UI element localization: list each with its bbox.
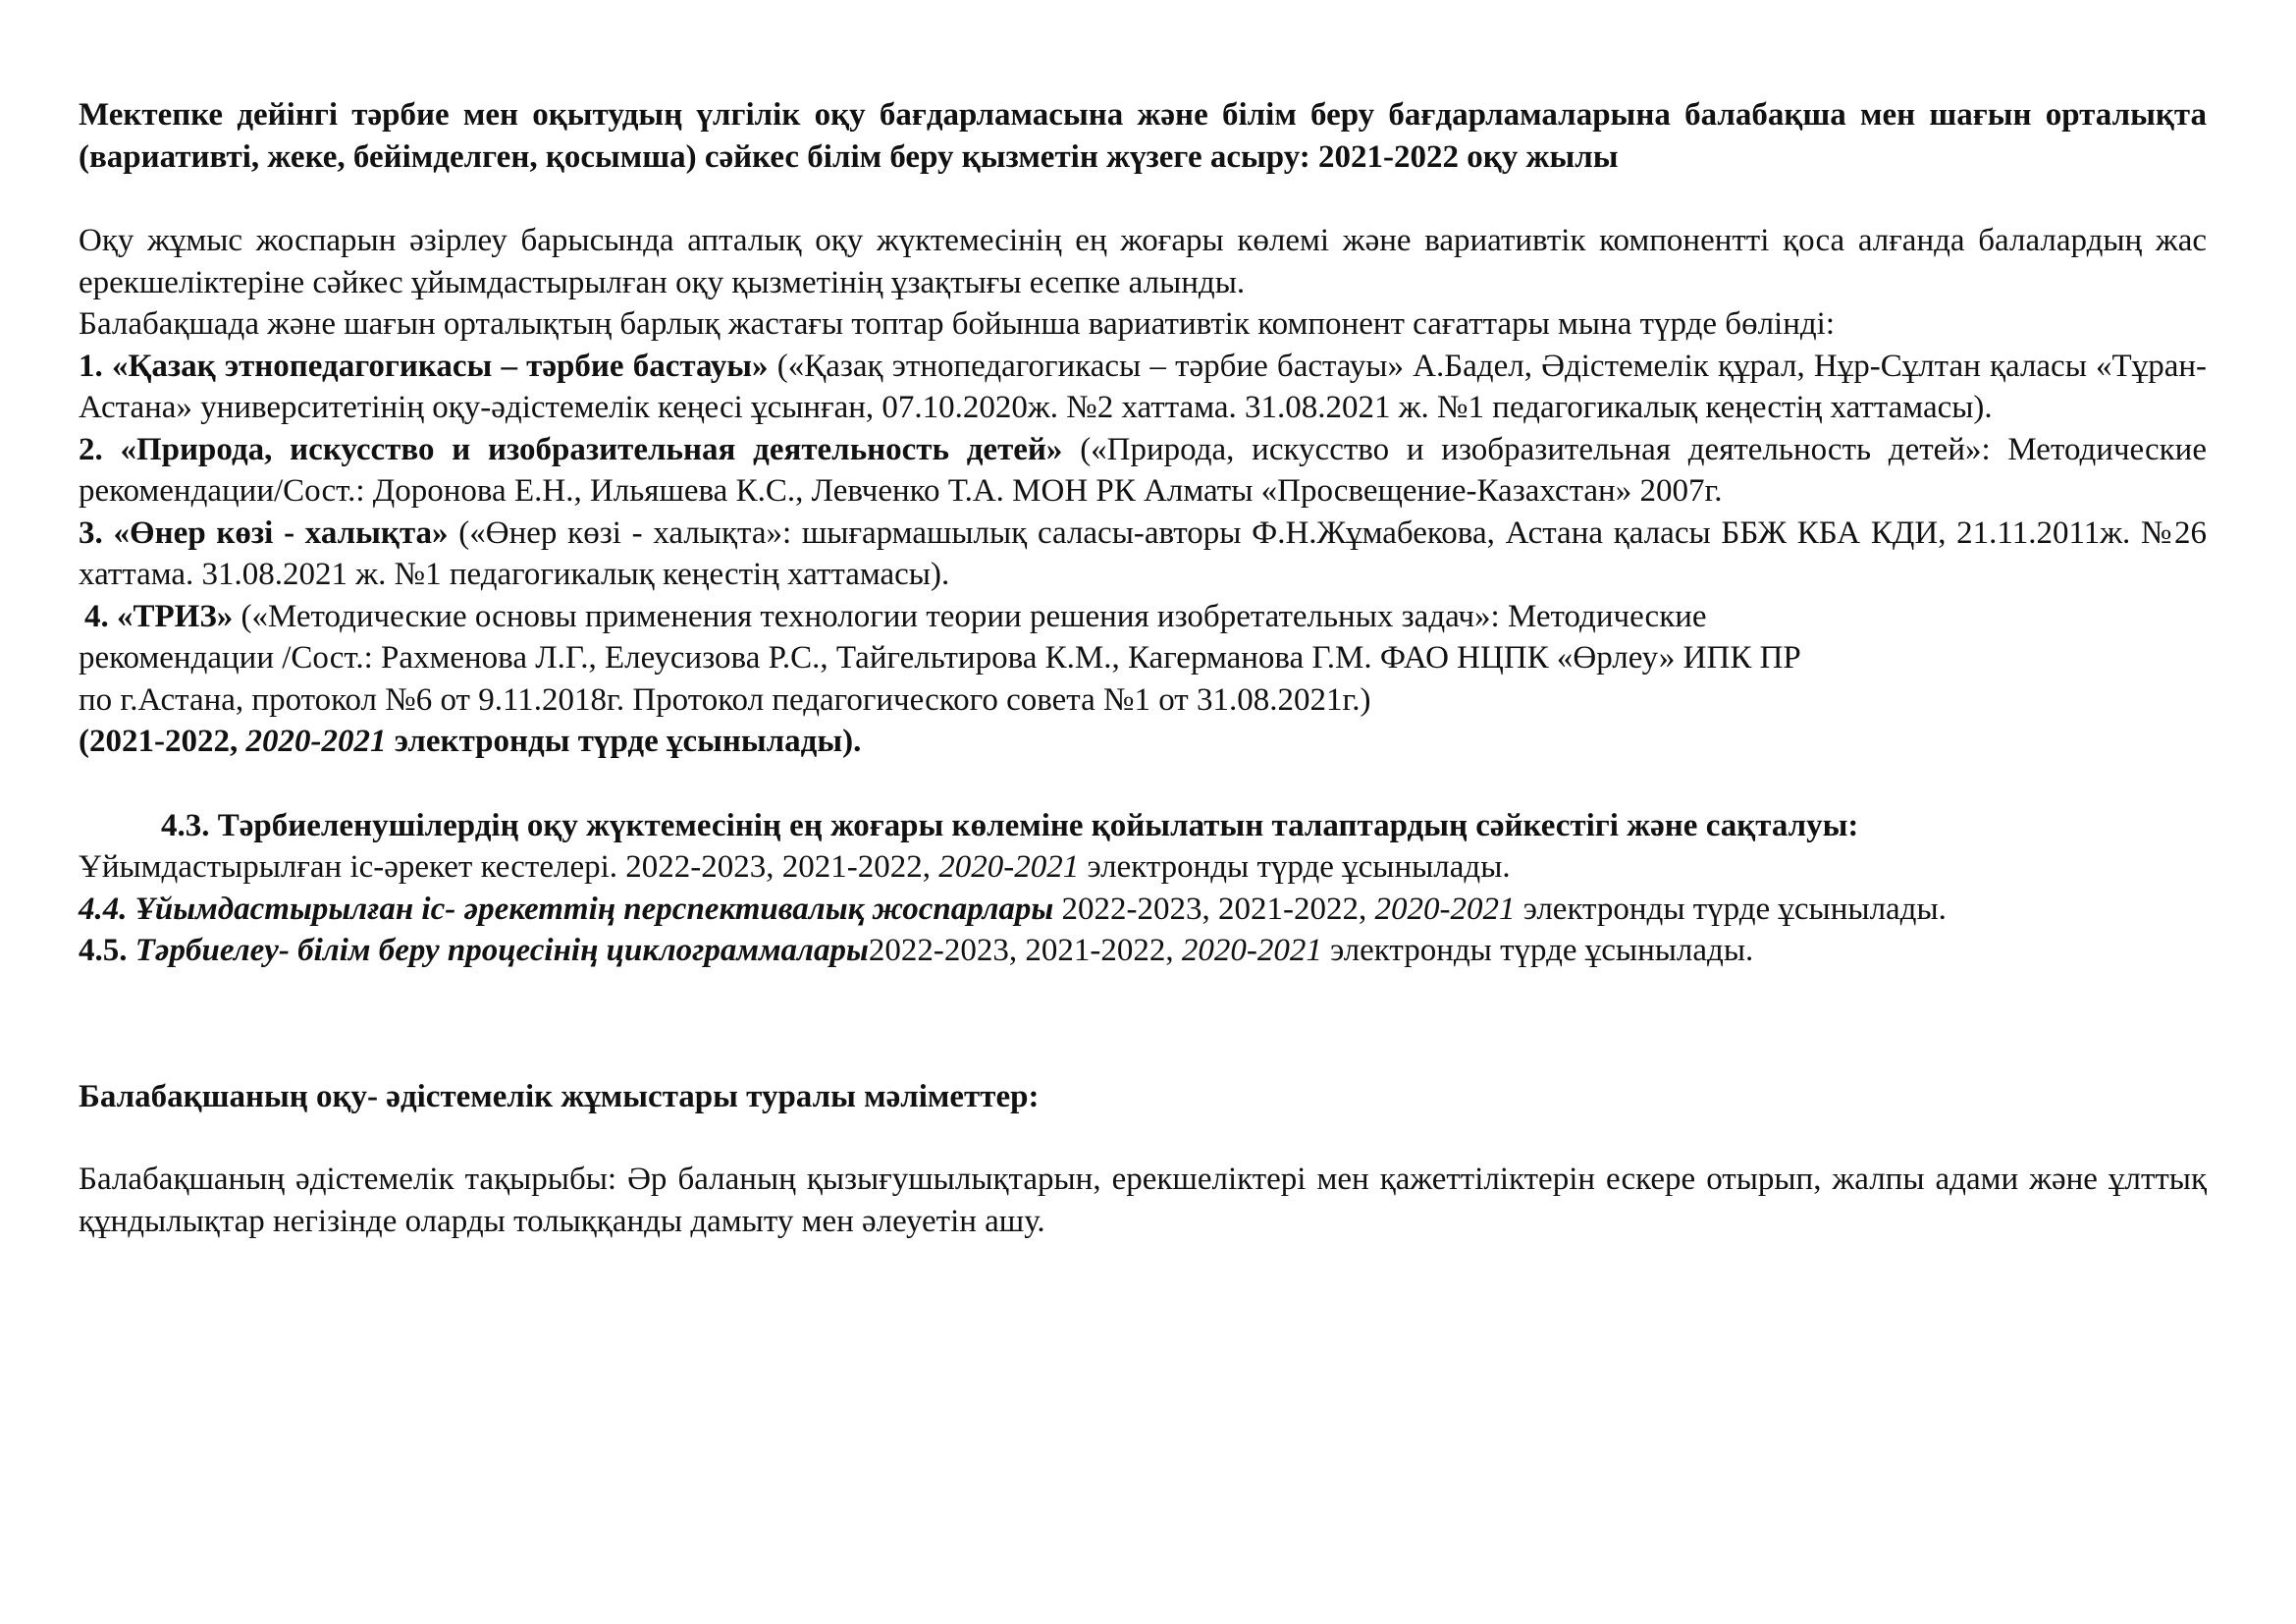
item-name: «Өнер көзі - халықта» bbox=[113, 514, 449, 551]
section-4-3-heading: 4.3. Тәрбиеленушілердің оқу жүктемесінің ең жоғары көлеміне қойылатын талаптардың сәйкестігі және сақталуы: bbox=[161, 807, 1859, 843]
item-number: 2. bbox=[79, 431, 103, 467]
variative-intro: Балабақшада және шағын орталықтың барлық жастағы топтар бойынша вариативтік компонент сағаттары мына түрде бөлінді: bbox=[79, 306, 1836, 342]
section-year: 2020-2021 bbox=[1181, 933, 1322, 968]
item-number: 3. bbox=[79, 514, 103, 551]
intro-paragraph: Оқу жұмыс жоспарын әзірлеу барысында апталық оқу жүктемесінің ең жоғары көлемі және вариативтік компонентті қоса алғанда балалардың жас ерекшеліктеріне сәйкес ұйымдастырылған оқу қызметінің ұзақтығы есепке алынды. bbox=[79, 223, 2207, 300]
item-description-line-1: («Методические основы применения технологии теории решения изобретательных задач»: Методические bbox=[233, 598, 1707, 634]
section-4-3-text bbox=[79, 846, 2207, 889]
section-text-end: электронды түрде ұсынылады. bbox=[1079, 849, 1511, 885]
variative-item-1 bbox=[79, 346, 2207, 429]
item-description-line-3: по г.Астана, протокол №6 от 9.11.2018г. Протокол педагогического совета №1 от 31.08.2021г.) bbox=[79, 681, 1371, 718]
section-year: 2020-2021 bbox=[938, 849, 1080, 885]
item-description: («Өнер көзі - халықта»: шығармашылық саласы-авторы Ф.Н.Жұмабекова, Астана қаласы ББЖ КБА КДИ, 21.11.2011ж. №26 хаттама. 31.08.2021 ж. №1 педагогикалық кеңестің хаттамасы). bbox=[79, 514, 2207, 592]
item-number: 4. bbox=[84, 598, 109, 634]
note-year: 2020-2021 bbox=[245, 724, 387, 759]
item-description: («Природа, искусство и изобразительная деятельность детей»: Методические рекомендации/Сост.: Доронова Е.Н., Ильяшева К.С., Левченко Т.А. МОН РК Алматы «Просвещение-Казахстан» 2007г. bbox=[79, 431, 2207, 509]
document-title: Мектепке дейінгі тәрбие мен оқытудың үлгілік оқу бағдарламасына және білім беру бағдарламаларына балабақша мен шағын орталықта (вариативті, жеке, бейімделген, қосымша) сәйкес білім беру қызметін жүзеге асыру: 2021-2022 оқу жылы bbox=[79, 97, 2207, 175]
section-number: 4.5. bbox=[79, 933, 128, 968]
section-4-4 bbox=[79, 889, 2207, 931]
item-number: 1. bbox=[79, 348, 103, 384]
item-name: «ТРИЗ» bbox=[117, 598, 234, 634]
item-description-line-2: рекомендации /Сост.: Рахменова Л.Г., Елеусизова Р.С., Тайгельтирова К.М., Кагерманова Г.М. ФАО НЦПК «Өрлеу» ИПК ПР bbox=[79, 640, 1801, 676]
variative-item-2 bbox=[79, 429, 2207, 513]
section-year: 2020-2021 bbox=[1374, 891, 1516, 927]
section-text-start: Ұйымдастырылған іс-әрекет кестелері. 2022-2023, 2021-2022, bbox=[79, 849, 939, 885]
section-text-end: электронды түрде ұсынылады. bbox=[1321, 933, 1754, 968]
item-description: («Қазақ этнопедагогикасы – тәрбие бастауы» А.Бадел, Әдістемелік құрал, Нұр-Сұлтан қаласы «Тұран-Астана» университетінің оқу-әдістемелік кеңесі ұсынған, 07.10.2020ж. №2 хаттама. 31.08.2021 ж. №1 педагогикалық кеңестің хаттамасы). bbox=[79, 348, 2208, 425]
section-title: 4.4. Ұйымдастырылған іс- әрекеттің перспективалық жоспарлары bbox=[79, 891, 1054, 927]
item-name: «Қазақ этнопедагогикасы – тәрбие бастауы» bbox=[111, 348, 769, 384]
variative-item-3 bbox=[79, 513, 2207, 596]
section-text-end: электронды түрде ұсынылады. bbox=[1515, 891, 1947, 927]
document-page bbox=[79, 94, 2207, 1242]
section-years: 2022-2023, 2021-2022, bbox=[1053, 891, 1375, 927]
section-4-5 bbox=[79, 930, 2207, 972]
methodical-text: Балабақшаның әдістемелік тақырыбы: Әр баланың қызығушылықтарын, ерекшеліктері мен қажеттіліктерін ескере отырып, жалпы адами және ұлттық құндылықтар негізінде оларды толыққанды дамыту мен әлеуетін ашу. bbox=[79, 1162, 2207, 1239]
section-title: Тәрбиелеу- білім беру процесінің циклограммалары bbox=[127, 933, 869, 968]
variative-item-4 bbox=[79, 596, 2207, 638]
section-years: 2022-2023, 2021-2022, bbox=[868, 933, 1182, 968]
methodical-heading: Балабақшаның оқу- әдістемелік жұмыстары туралы мәліметтер: bbox=[79, 1078, 1040, 1114]
note-close: электронды түрде ұсынылады). bbox=[386, 724, 862, 759]
item-name: «Природа, искусство и изобразительная деятельность детей» bbox=[120, 431, 1063, 467]
electronic-note bbox=[79, 721, 2207, 763]
note-open: (2021-2022, bbox=[79, 724, 246, 759]
